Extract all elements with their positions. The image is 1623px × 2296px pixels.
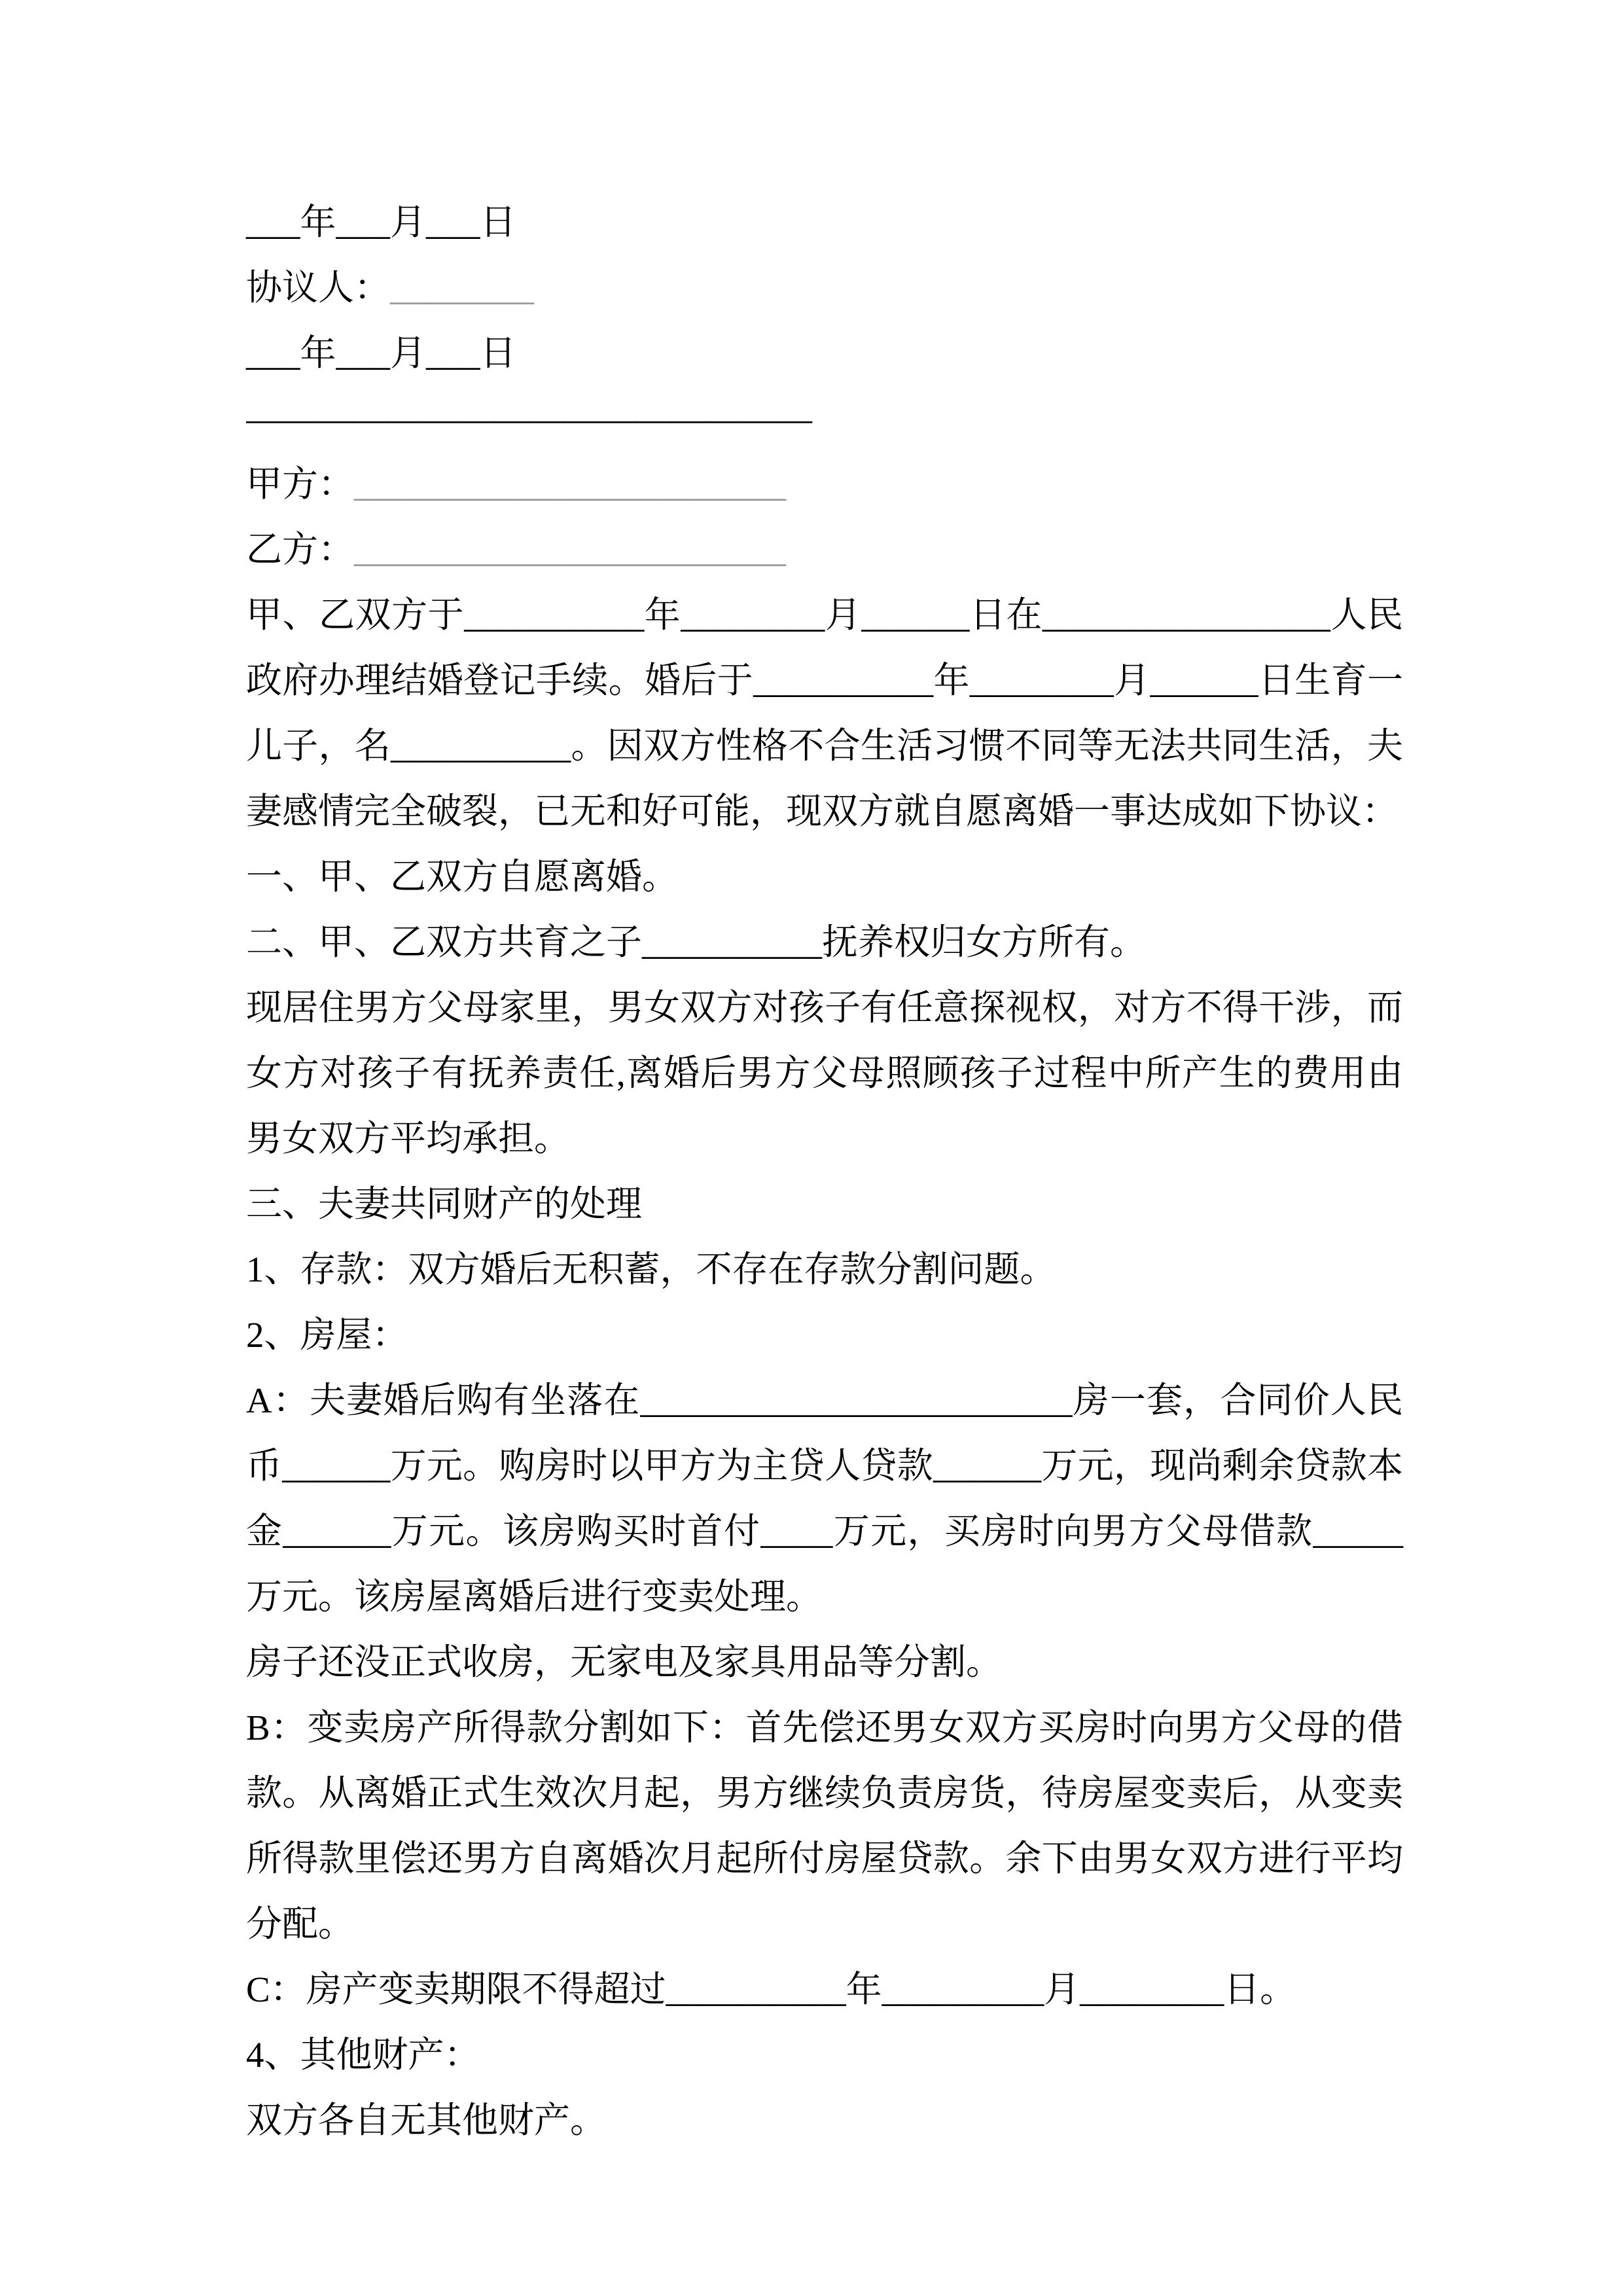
paragraph: 三、夫妻共同财产的处理: [246, 1184, 643, 1224]
paragraph: 双方各自无其他财产。: [246, 2100, 607, 2140]
paragraph: 1、存款：双方婚后无积蓄，不存在存款分割问题。: [246, 1249, 1056, 1289]
document-content: [246, 190, 1403, 2153]
paragraph: B：变卖房产所得款分割如下：首先偿还男女双方买房时向男方父母的借款。从离婚正式生效次月起，男方继续负责房货，待房屋变卖后，从变卖所得款里偿还男方自离婚次月起所付房屋贷款。余下由男女双方进行平均分配。: [246, 1708, 1403, 1944]
paragraph: 房子还没正式收房，无家电及家具用品等分割。: [246, 1642, 1003, 1682]
paragraph: 现居住男方父母家里，男女双方对孩子有任意探视权，对方不得干涉，而女方对孩子有抚养责任,离婚后男方父母照顾孩子过程中所产生的费用由男女双方平均承担。: [246, 988, 1403, 1158]
party-field: [246, 255, 1403, 321]
divider-line: ————————————————: [246, 399, 812, 439]
party-blank-line: ________: [390, 268, 535, 308]
paragraph: 4、其他财产：: [246, 2035, 480, 2075]
party-a-label: 甲方：: [246, 464, 355, 504]
paragraph: 二、甲、乙双方共育之子__________抚养权归女方所有。: [246, 922, 1147, 962]
party-b-field: [246, 517, 1403, 583]
paragraph: A：夫妻婚后购有坐落在________________________房一套，合同价人民币______万元。购房时以甲方为主贷人贷款______万元，现尚剩余贷款本金______万元。该房购买时首付____万元，买房时向男方父母借款_____万元。该房屋离婚后进行变卖处理。: [246, 1380, 1403, 1617]
party-a-field: [246, 452, 1403, 517]
date-line: ___年___月___日: [246, 333, 516, 373]
paragraph: 2、房屋：: [246, 1315, 408, 1355]
party-b-blank-line: ________________________: [354, 529, 787, 569]
party-label: 协议人：: [246, 268, 391, 308]
party-b-label: 乙方：: [246, 529, 355, 569]
paragraph: 甲、乙双方于__________年________月______日在________________人民政府办理结婚登记手续。婚后于__________年________月______日生育一儿子，名__________。因双方性格不合生活习惯不同等无法共同生活，夫妻感情完全破裂，已无和好可能，现双方就自愿离婚一事达成如下协议：: [246, 595, 1403, 831]
party-a-blank-line: ________________________: [354, 464, 787, 504]
paragraph: 一、甲、乙双方自愿离婚。: [246, 857, 679, 897]
date-line: ___年___月___日: [246, 202, 516, 242]
paragraph: C：房产变卖期限不得超过__________年_________月________日。: [246, 1969, 1296, 2009]
